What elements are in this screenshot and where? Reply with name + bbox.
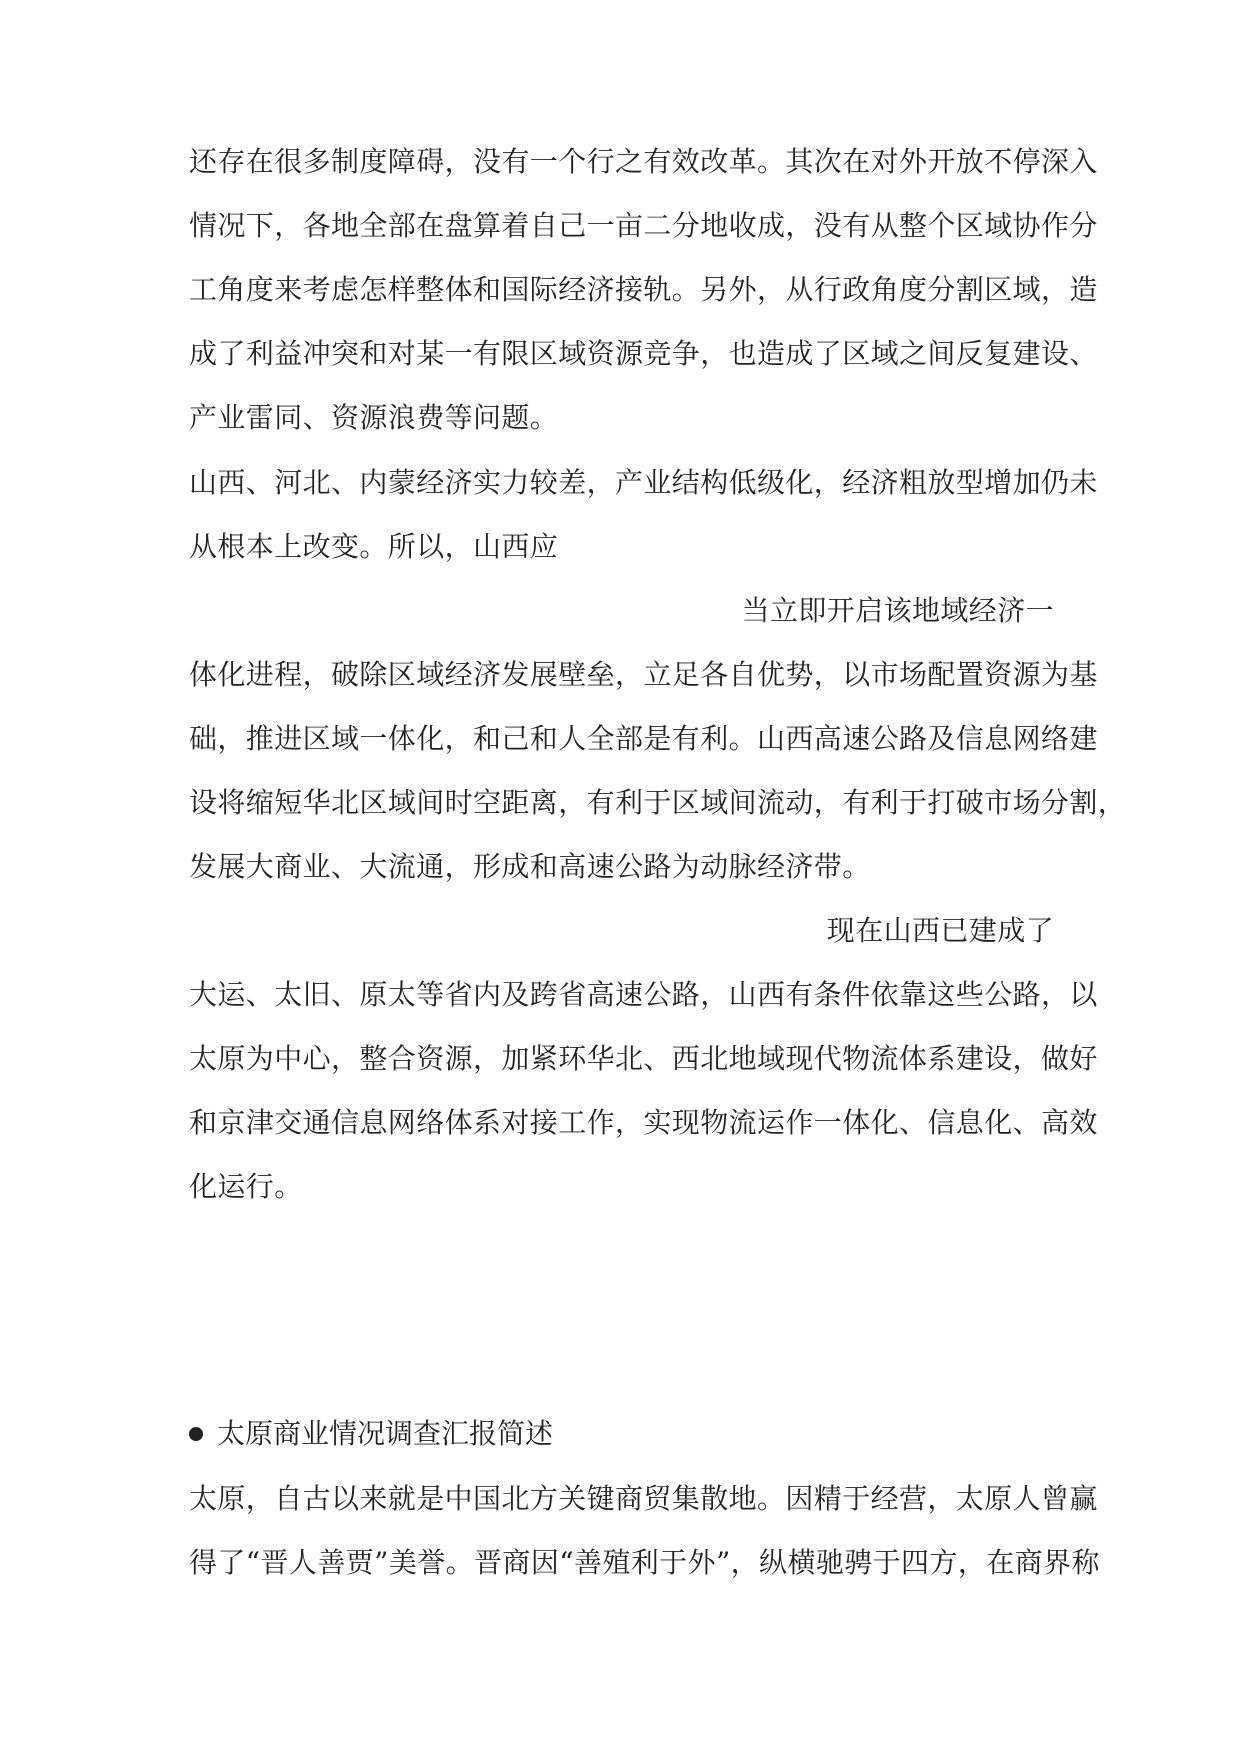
paragraph-line: 设将缩短华北区域间时空距离，有利于区域间流动，有利于打破市场分割， <box>189 786 1127 819</box>
paragraph-line: 情况下，各地全部在盘算着自己一亩二分地收成，没有从整个区域协作分 <box>189 209 1098 242</box>
paragraph-line: 山西、河北、内蒙经济实力较差，产业结构低级化，经济粗放型增加仍未 <box>189 466 1098 499</box>
paragraph-line: 大运、太旧、原太等省内及跨省高速公路，山西有条件依靠这些公路，以 <box>189 978 1098 1011</box>
paragraph-line-right: 现在山西已建成了 <box>826 914 1054 947</box>
paragraph-line: 发展大商业、大流通，形成和高速公路为动脉经济带。 <box>189 850 871 883</box>
section-heading <box>189 1414 1054 1454</box>
paragraph-line: 太原为中心，整合资源，加紧环华北、西北地域现代物流体系建设，做好 <box>189 1042 1098 1075</box>
paragraph-line-right: 当立即开启该地域经济一 <box>741 594 1054 627</box>
paragraph-line: 工角度来考虑怎样整体和国际经济接轨。另外，从行政角度分割区域，造 <box>189 273 1098 306</box>
bullet-icon <box>189 1427 203 1441</box>
section-heading-text: 太原商业情况调查汇报简述 <box>217 1417 554 1450</box>
paragraph-line: 础，推进区域一体化，和己和人全部是有利。山西高速公路及信息网络建 <box>189 722 1098 755</box>
paragraph-line: 还存在很多制度障碍，没有一个行之有效改革。其次在对外开放不停深入 <box>189 145 1098 178</box>
paragraph-line: 产业雷同、资源浪费等问题。 <box>189 401 559 434</box>
paragraph-line: 从根本上改变。所以，山西应 <box>189 530 559 563</box>
paragraph-line: 太原，自古以来就是中国北方关键商贸集散地。因精于经营，太原人曾赢 <box>189 1482 1098 1515</box>
paragraph-line: 成了利益冲突和对某一有限区域资源竞争，也造成了区域之间反复建设、 <box>189 337 1098 370</box>
paragraph-line: 体化进程，破除区域经济发展壁垒，立足各自优势，以市场配置资源为基 <box>189 658 1098 691</box>
paragraph-line: 得了“晋人善贾”美誉。晋商因“善殖利于外”，纵横驰骋于四方，在商界称 <box>189 1546 1100 1579</box>
paragraph-line: 和京津交通信息网络体系对接工作，实现物流运作一体化、信息化、高效 <box>189 1106 1098 1139</box>
paragraph-line: 化运行。 <box>189 1170 303 1203</box>
